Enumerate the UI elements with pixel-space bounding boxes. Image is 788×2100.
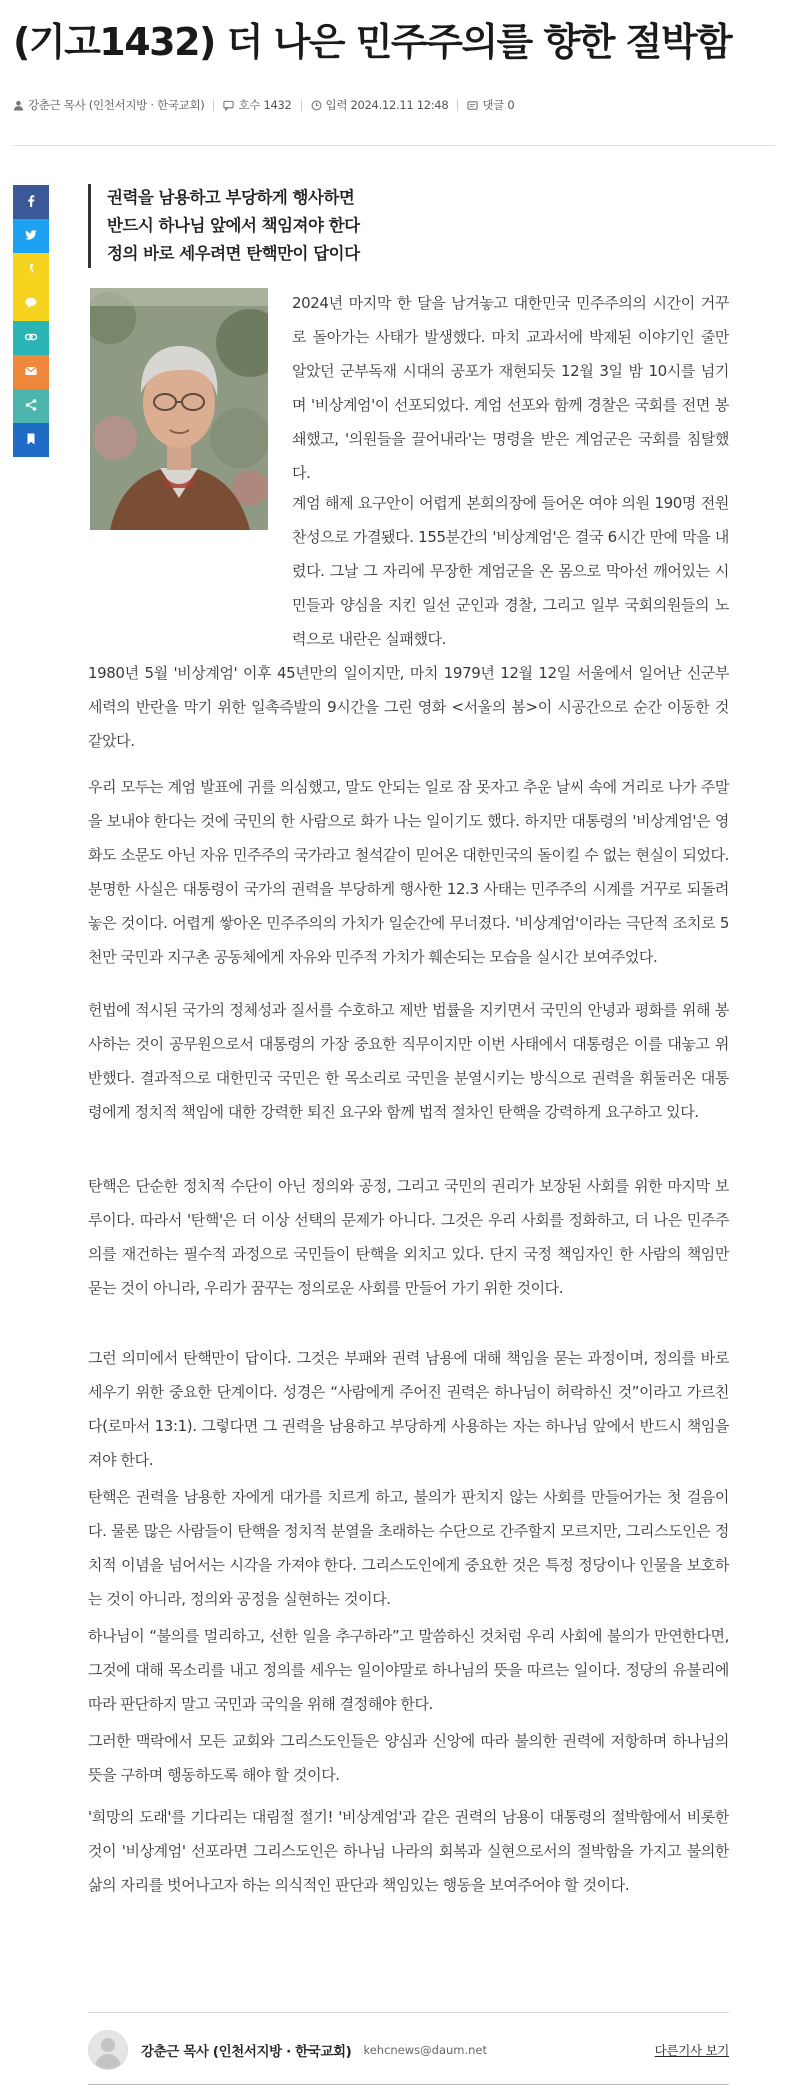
meta-issue	[223, 97, 291, 113]
share-icon	[24, 397, 38, 416]
meta-divider	[213, 99, 214, 111]
clock-icon	[311, 100, 322, 111]
avatar	[88, 2030, 128, 2070]
article-paragraph: 우리 모두는 계엄 발표에 귀를 의심했고, 말도 안되는 일로 잠 못자고 추운 날씨 속에 거리로 나가 주말을 보내야 한다는 것에 국민의 한 사람으로 화가 나는 일이기도 했다. 하지만 대통령의 '비상계엄'은 영화도 소문도 아닌 자유 민주주의 국가라고 철석같이 믿어온 대한민국의 돌이킬 수 없는 현실이 되었다. 분명한 사실은 대통령이 국가의 권력을 부당하게 행사한 12.3 사태는 민주주의 시계를 거꾸로 되돌려 놓은 것이다. 어렵게 쌓아온 민주주의의 가치가 일순간에 무너졌다. '비상계엄'이라는 극단적 조치로 5천만 국민과 지구촌 공동체에게 자유와 민주적 가치가 훼손되는 모습을 실시간 보여주었다.	[88, 778, 729, 966]
subtitle-line: 반드시 하나님 앞에서 책임져야 한다	[107, 216, 360, 235]
meta-comments-text[interactable]: 댓글 0	[482, 98, 515, 112]
article-subtitle	[88, 184, 567, 268]
article-paragraph: 1980년 5월 '비상계엄' 이후 45년만의 일이지만, 마치 1979년 12월 12일 서울에서 일어난 신군부 세력의 반란을 막기 위한 일촉즉발의 9시간을 그린 영화 <서울의 봄>이 시공간으로 순간 이동한 것 같았다.	[88, 664, 729, 750]
article-paragraph: 계엄 해제 요구안이 어렵게 본회의장에 들어온 여야 의원 190명 전원 찬성으로 가결됐다. 155분간의 '비상계엄'은 결국 6시간 만에 막을 내렸다. 그날 그 자리에 무장한 계엄군을 온 몸으로 막아선 깨어있는 시민들과 양심을 지킨 일선 군인과 경찰, 그리고 일부 국회의원들의 노력으로 내란은 실패했다.	[292, 494, 729, 648]
author-email[interactable]: kehcnews@daum.net	[363, 2043, 488, 2057]
avatar-placeholder-icon	[89, 2031, 127, 2069]
author-box	[88, 2024, 729, 2076]
email-icon	[24, 363, 38, 382]
facebook-share-button[interactable]	[13, 185, 49, 219]
kakaotalk-icon	[24, 295, 38, 314]
author-divider	[88, 2012, 729, 2013]
article-meta	[13, 94, 514, 116]
article-paragraph: 그런 의미에서 탄핵만이 답이다. 그것은 부패와 권력 남용에 대해 책임을 묻는 과정이며, 정의를 바로 세우기 위한 중요한 단계이다. 성경은 “사람에게 주어진 권력은 하나님이 허락하신 것”이라고 가르친다(로마서 13:1). 그렇다면 그 권력을 남용하고 부당하게 사용하는 자는 하나님 앞에서 반드시 책임을 져야 한다.	[88, 1349, 729, 1469]
more-share-button[interactable]	[13, 389, 49, 423]
email-share-button[interactable]	[13, 355, 49, 389]
link-icon	[24, 329, 38, 348]
meta-comments[interactable]	[467, 97, 514, 113]
link-copy-button[interactable]	[13, 321, 49, 355]
author-portrait-illustration	[90, 288, 268, 530]
meta-divider	[457, 99, 458, 111]
meta-issue-text: 호수 1432	[238, 98, 292, 112]
subtitle-line: 정의 바로 세우려면 탄핵만이 답이다	[107, 244, 360, 263]
subtitle-line: 권력을 남용하고 부당하게 행사하면	[107, 188, 355, 207]
twitter-share-button[interactable]	[13, 219, 49, 253]
facebook-icon	[24, 193, 38, 212]
article-paragraph: 탄핵은 단순한 정치적 수단이 아닌 정의와 공정, 그리고 국민의 권리가 보장된 사회를 위한 마지막 보루이다. 따라서 '탄핵'은 더 이상 선택의 문제가 아니다. 그것은 우리 사회를 정화하고, 더 나은 민주주의를 재건하는 필수적 과정으로 국민들이 탄핵을 외치고 있다. 단지 국정 책임자인 한 사람의 책임만 묻는 것이 아니라, 우리가 꿈꾸는 정의로운 사회를 만들어 가기 위한 것이다.	[88, 1177, 729, 1297]
article-paragraph: 탄핵은 권력을 남용한 자에게 대가를 치르게 하고, 불의가 판치지 않는 사회를 만들어가는 첫 걸음이다. 물론 많은 사람들이 탄핵을 정치적 분열을 초래하는 수단으로 간주할지 모르지만, 그리스도인은 정치적 이념을 넘어서는 시각을 가져야 한다. 그리스도인에게 중요한 것은 특정 정당이나 인물을 보호하는 것이 아니라, 정의와 공정을 실현하는 것이다.	[88, 1488, 729, 1608]
article-paragraph: '희망의 도래'를 기다리는 대림절 절기! '비상계엄'과 같은 권력의 남용이 대통령의 절박함에서 비롯한 것이 '비상계엄' 선포라면 그리스도인은 하나님 나라의 회복과 실현으로서의 절박함을 가지고 불의한 삶의 자리를 벗어나고자 하는 의식적인 판단과 책임있는 행동을 보여주어야 할 것이다.	[88, 1808, 729, 1894]
kakaostory-share-button[interactable]	[13, 253, 49, 287]
author-name: 강춘근 목사 (인천서지방 · 한국교회)	[141, 2044, 352, 2060]
header-divider	[13, 145, 775, 146]
article-paragraph: 2024년 마지막 한 달을 남겨놓고 대한민국 민주주의의 시간이 거꾸로 돌아가는 사태가 발생했다. 마치 교과서에 박제된 이야기인 줄만 알았던 군부독재 시대의 공포가 재현되듯 12월 3일 밤 10시를 넘기며 '비상계엄'이 선포되었다. 계엄 선포와 함께 경찰은 국회를 전면 봉쇄했고, '의원들을 끌어내라'는 명령을 받은 계엄군은 국회를 침탈했다.	[292, 294, 729, 482]
meta-divider	[301, 99, 302, 111]
meta-date	[311, 97, 449, 113]
bookmark-icon	[24, 431, 38, 450]
article-title: (기고1432) 더 나은 민주주의를 향한 절박함	[13, 20, 732, 64]
message-icon	[223, 100, 234, 111]
bookmark-button[interactable]	[13, 423, 49, 457]
footer-divider	[88, 2084, 729, 2085]
comment-icon	[467, 100, 478, 111]
share-bar	[13, 185, 49, 457]
article-paragraph: 그러한 맥락에서 모든 교회와 그리스도인들은 양심과 신앙에 따라 불의한 권력에 저항하며 하나님의 뜻을 구하며 행동하도록 해야 할 것이다.	[88, 1732, 729, 1784]
author-photo	[90, 288, 268, 530]
kakaostory-icon	[24, 261, 38, 280]
kakaotalk-share-button[interactable]	[13, 287, 49, 321]
more-articles-link[interactable]: 다른기사 보기	[654, 2043, 729, 2058]
meta-author-text: 강춘근 목사 (인천서지방 · 한국교회)	[28, 98, 205, 112]
article-paragraph: 헌법에 적시된 국가의 정체성과 질서를 수호하고 제반 법률을 지키면서 국민의 안녕과 평화를 위해 봉사하는 것이 공무원으로서 대통령의 가장 중요한 직무이지만 이번 사태에서 대통령은 이를 대놓고 위반했다. 결과적으로 대한민국 국민은 한 목소리로 국민을 분열시키는 방식으로 권력을 휘둘러온 대통령에게 정치적 책임에 대한 강력한 퇴진 요구와 함께 법적 절차인 탄핵을 강력하게 요구하고 있다.	[88, 1001, 729, 1121]
user-icon	[13, 100, 24, 111]
twitter-icon	[24, 227, 38, 246]
article-paragraph: 하나님이 “불의를 멀리하고, 선한 일을 추구하라”고 말씀하신 것처럼 우리 사회에 불의가 만연한다면, 그것에 대해 목소리를 내고 정의를 세우는 일이야말로 하나님의 뜻을 따르는 일이다. 정당의 유불리에 따라 판단하지 말고 국민과 국익을 위해 결정해야 한다.	[88, 1627, 729, 1713]
meta-date-text: 입력 2024.12.11 12:48	[325, 98, 449, 112]
meta-author	[13, 97, 204, 113]
